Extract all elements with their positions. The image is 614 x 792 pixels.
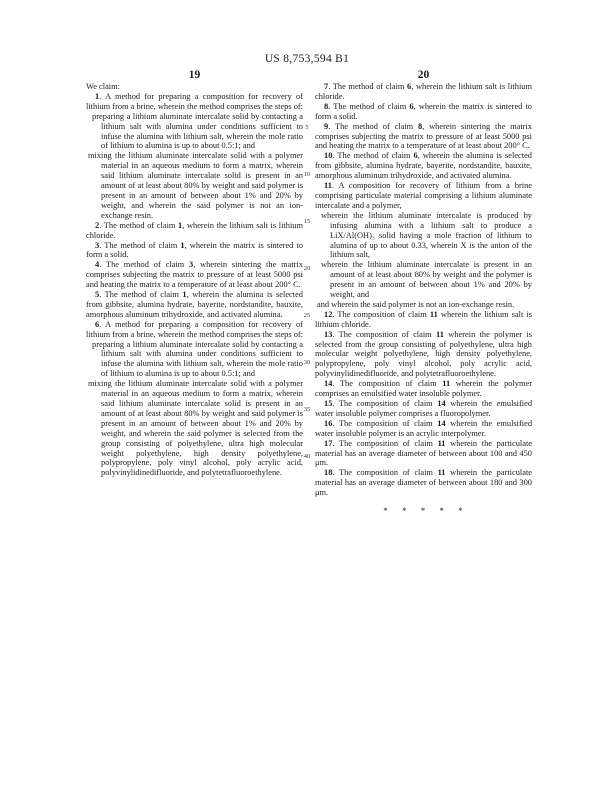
claim-text: mixing the lithium aluminate intercalate solid with a polymer material in an aqueous medium to form a matrix, wherein said lithium aluminate intercalate solid is present in an amount of at least about 80% by weight and said polymer is present in an amount of between about 1% and 20% by weight, and wherein the said polymer is selected from the group consisting of polyethylene, ultra high molecular weight polyethylene, high density polyethylene, polypropylene, poly vinyl alcohol, poly acrylic acid, polyvinylidinedifluoride, and polytetrafluoroethylene. xyxy=(88,379,303,478)
claim-paragraph xyxy=(86,379,303,478)
claim-paragraph xyxy=(315,439,532,469)
gutter-line-number: 5 xyxy=(305,124,309,131)
claim-number: 11 xyxy=(324,181,332,191)
claim-number: 1 xyxy=(178,220,183,230)
claim-text: . The composition of claim xyxy=(332,438,438,448)
claim-text: , wherein the lithium salt is lithium chloride. xyxy=(86,220,303,240)
claim-number: 11 xyxy=(437,468,446,478)
claim-number: 1 xyxy=(95,91,100,101)
claim-number: 5 xyxy=(95,290,100,300)
claim-text: . The composition of claim xyxy=(332,329,437,339)
gutter-line-number: 20 xyxy=(303,265,311,272)
claim-text: . The composition of claim xyxy=(332,309,430,319)
claim-text: wherein the lithium aluminate intercalate is present in an amount of at least about 80% by weight and the polymer is present in an amount of between about 1% and 20% by weight, and xyxy=(321,260,532,300)
claim-text: . A method for preparing a composition for recovery of lithium from a brine, wherein the method comprises the steps of: xyxy=(86,319,304,339)
claim-paragraph xyxy=(315,310,532,330)
claim-number: 10 xyxy=(324,151,333,161)
claim-number: 15 xyxy=(324,399,333,408)
claim-number: 6 xyxy=(413,151,418,161)
claim-number: 3 xyxy=(95,240,100,250)
claim-text: . The composition of claim xyxy=(332,418,438,428)
claim-text: , wherein the matrix is sintered to form a solid. xyxy=(86,240,303,260)
claim-number: 17 xyxy=(324,438,333,448)
claim-text: , wherein sintering the matrix comprises subjecting the matrix to pressure of at least 5000 psi and heating the matrix to a temperature of at least about 200° C. xyxy=(86,260,303,290)
claim-text: . The method of claim xyxy=(328,82,408,91)
claim-paragraph xyxy=(315,300,532,310)
claim-text: . The method of claim xyxy=(332,151,414,161)
claim-text: , wherein the matrix is sintered to form a solid. xyxy=(315,101,532,121)
claim-paragraph xyxy=(315,82,532,102)
gutter-line-number: 40 xyxy=(303,453,311,460)
gutter-line-number: 10 xyxy=(303,171,311,178)
claim-number: 11 xyxy=(429,309,438,319)
claims-column-right xyxy=(315,82,532,517)
claim-text: We claim: xyxy=(86,82,120,91)
claim-text: . The composition of claim xyxy=(332,468,438,478)
claim-text: wherein the polymer comprises an emulsified water insoluble polymer. xyxy=(315,379,532,399)
claim-text: , wherein the alumina is selected from gibbsite, alumina hydrate, bayerite, nordstandite, bauxite, amorphous aluminum trihydroxide, and activated alumina. xyxy=(86,290,303,319)
claim-number: 14 xyxy=(437,399,446,408)
claim-number: 1 xyxy=(180,240,185,250)
claims-column-left xyxy=(86,82,303,478)
claim-number: 13 xyxy=(324,329,333,339)
claim-paragraph xyxy=(315,399,532,419)
claim-text: wherein the lithium aluminate intercalate is produced by infusing alumina with a lithium salt to produce a LiX/Al(OH)₃ solid having a mole fraction of lithium to alumina of up to about 0.33, wherein X is the anion of the lithium salt, xyxy=(321,210,532,260)
claim-text: mixing the lithium aluminate intercalate solid with a polymer material in an aqueous medium to form a matrix, wherein said lithium aluminate intercalate solid is present in an amount of at least about 80% by weight and said polymer is present in an amount of between about 1% and 20% by weight, and wherein the said polymer is not an ion-exchange resin. xyxy=(88,151,303,220)
claim-number: 7 xyxy=(324,82,329,91)
patent-number: US 8,753,594 B1 xyxy=(264,53,350,65)
claim-paragraph xyxy=(86,82,303,92)
column-number-left: 19 xyxy=(188,69,201,81)
claim-text: . The method of claim xyxy=(328,101,410,111)
claim-paragraph xyxy=(315,102,532,122)
claim-text: . A composition for recovery of lithium from a brine comprising particulate material comprising a lithium aluminate intercalate and a polymer, xyxy=(315,181,532,210)
claim-paragraph xyxy=(86,241,303,261)
claim-text: . A method for preparing a composition for recovery of lithium from a brine, wherein the method comprises the steps of: xyxy=(86,91,304,111)
gutter-line-number: 25 xyxy=(303,312,311,319)
claim-paragraph xyxy=(315,330,532,380)
column-number-right: 20 xyxy=(417,69,430,81)
claim-number: 11 xyxy=(437,438,446,448)
claim-paragraph xyxy=(315,419,532,439)
claim-text: and wherein the said polymer is not an ion-exchange resin. xyxy=(317,299,515,309)
claim-text: . The composition of claim xyxy=(332,399,438,408)
claim-number: 16 xyxy=(324,418,333,428)
claim-paragraph xyxy=(315,379,532,399)
claim-number: 2 xyxy=(95,220,100,230)
claim-text: , wherein sintering the matrix comprises subjecting the matrix to pressure of at least 5000 psi and heating the matrix to a temperature of at least about 200° C. xyxy=(315,121,532,151)
claim-number: 14 xyxy=(437,418,446,428)
claim-paragraph xyxy=(86,151,303,220)
claim-number: 11 xyxy=(436,329,444,339)
claim-text: . The method of claim xyxy=(99,260,189,270)
claim-paragraph xyxy=(315,151,532,181)
claim-paragraph xyxy=(315,122,532,152)
claim-number: 4 xyxy=(95,260,100,270)
claim-paragraph xyxy=(86,290,303,320)
claim-text: preparing a lithium aluminate intercalate solid by contacting a lithium salt with alumina under conditions sufficient to infuse the alumina with lithium salt, wherein the mole ratio of lithium to alumina is up to about 0.5:1; and xyxy=(92,339,303,379)
claim-number: 12 xyxy=(324,309,333,319)
claim-paragraph xyxy=(86,221,303,241)
claim-number: 1 xyxy=(182,290,187,300)
claim-text: . The composition of claim xyxy=(332,379,443,389)
claim-text: . The method of claim xyxy=(328,121,418,131)
claim-text: wherein the polymer is selected from the group consisting of polyethylene, ultra high molecular weight polyethylene, high density polyethylene, polypropylene, poly vinyl alcohol, poly acrylic acid, polyvinylidinedifluoride, and polytetrafluoroethylene. xyxy=(315,329,533,379)
claim-paragraph xyxy=(86,260,303,290)
claim-paragraph xyxy=(315,468,532,498)
claim-text: wherein the particulate material has an average diameter of between about 180 and 300 μm. xyxy=(315,468,532,498)
gutter-line-number: 30 xyxy=(303,359,311,366)
claim-paragraph xyxy=(315,181,532,211)
claim-number: 8 xyxy=(418,121,423,131)
claim-text: , wherein the lithium salt is lithium chloride. xyxy=(315,82,532,101)
claim-text: wherein the particulate material has an average diameter of between about 100 and 450 μm. xyxy=(315,438,532,468)
claim-number: 9 xyxy=(324,121,329,131)
gutter-line-number: 35 xyxy=(303,406,311,413)
claim-text: , wherein the alumina is selected from gibbsite, alumina hydrate, bayerite, nordstandite, bauxite, amorphous aluminum trihydroxide, and activated alumina. xyxy=(315,151,532,181)
claim-paragraph xyxy=(86,320,303,340)
claim-paragraph xyxy=(315,260,532,300)
claim-number: 6 xyxy=(95,319,100,329)
end-of-claims-asterisks: * * * * * xyxy=(383,506,464,517)
claim-paragraph xyxy=(315,211,532,261)
claim-text: wherein the emulsified water insoluble polymer is an acrylic interpolymer. xyxy=(315,418,533,438)
claim-paragraph xyxy=(86,92,303,112)
claim-number: 11 xyxy=(442,379,451,389)
claim-text: . The method of claim xyxy=(99,220,179,230)
claim-number: 3 xyxy=(189,260,194,270)
claim-number: 6 xyxy=(407,82,412,91)
claim-text: preparing a lithium aluminate intercalate solid by contacting a lithium salt with alumina under conditions sufficient to infuse the alumina with lithium salt, wherein the mole ratio of lithium to alumina is up to about 0.5:1; and xyxy=(92,111,303,151)
claim-number: 14 xyxy=(324,379,333,389)
claim-paragraph xyxy=(86,112,303,152)
gutter-line-number: 15 xyxy=(303,218,311,225)
claim-number: 18 xyxy=(324,468,333,478)
claim-text: . The method of claim xyxy=(99,240,181,250)
claim-text: wherein the lithium salt is lithium chloride. xyxy=(315,309,532,329)
claim-text: wherein the emulsified water insoluble polymer comprises a fluoropolymer. xyxy=(315,399,533,418)
claim-paragraph xyxy=(86,340,303,380)
claim-number: 6 xyxy=(409,101,414,111)
claim-text: . The method of claim xyxy=(99,290,183,300)
claim-number: 8 xyxy=(324,101,329,111)
